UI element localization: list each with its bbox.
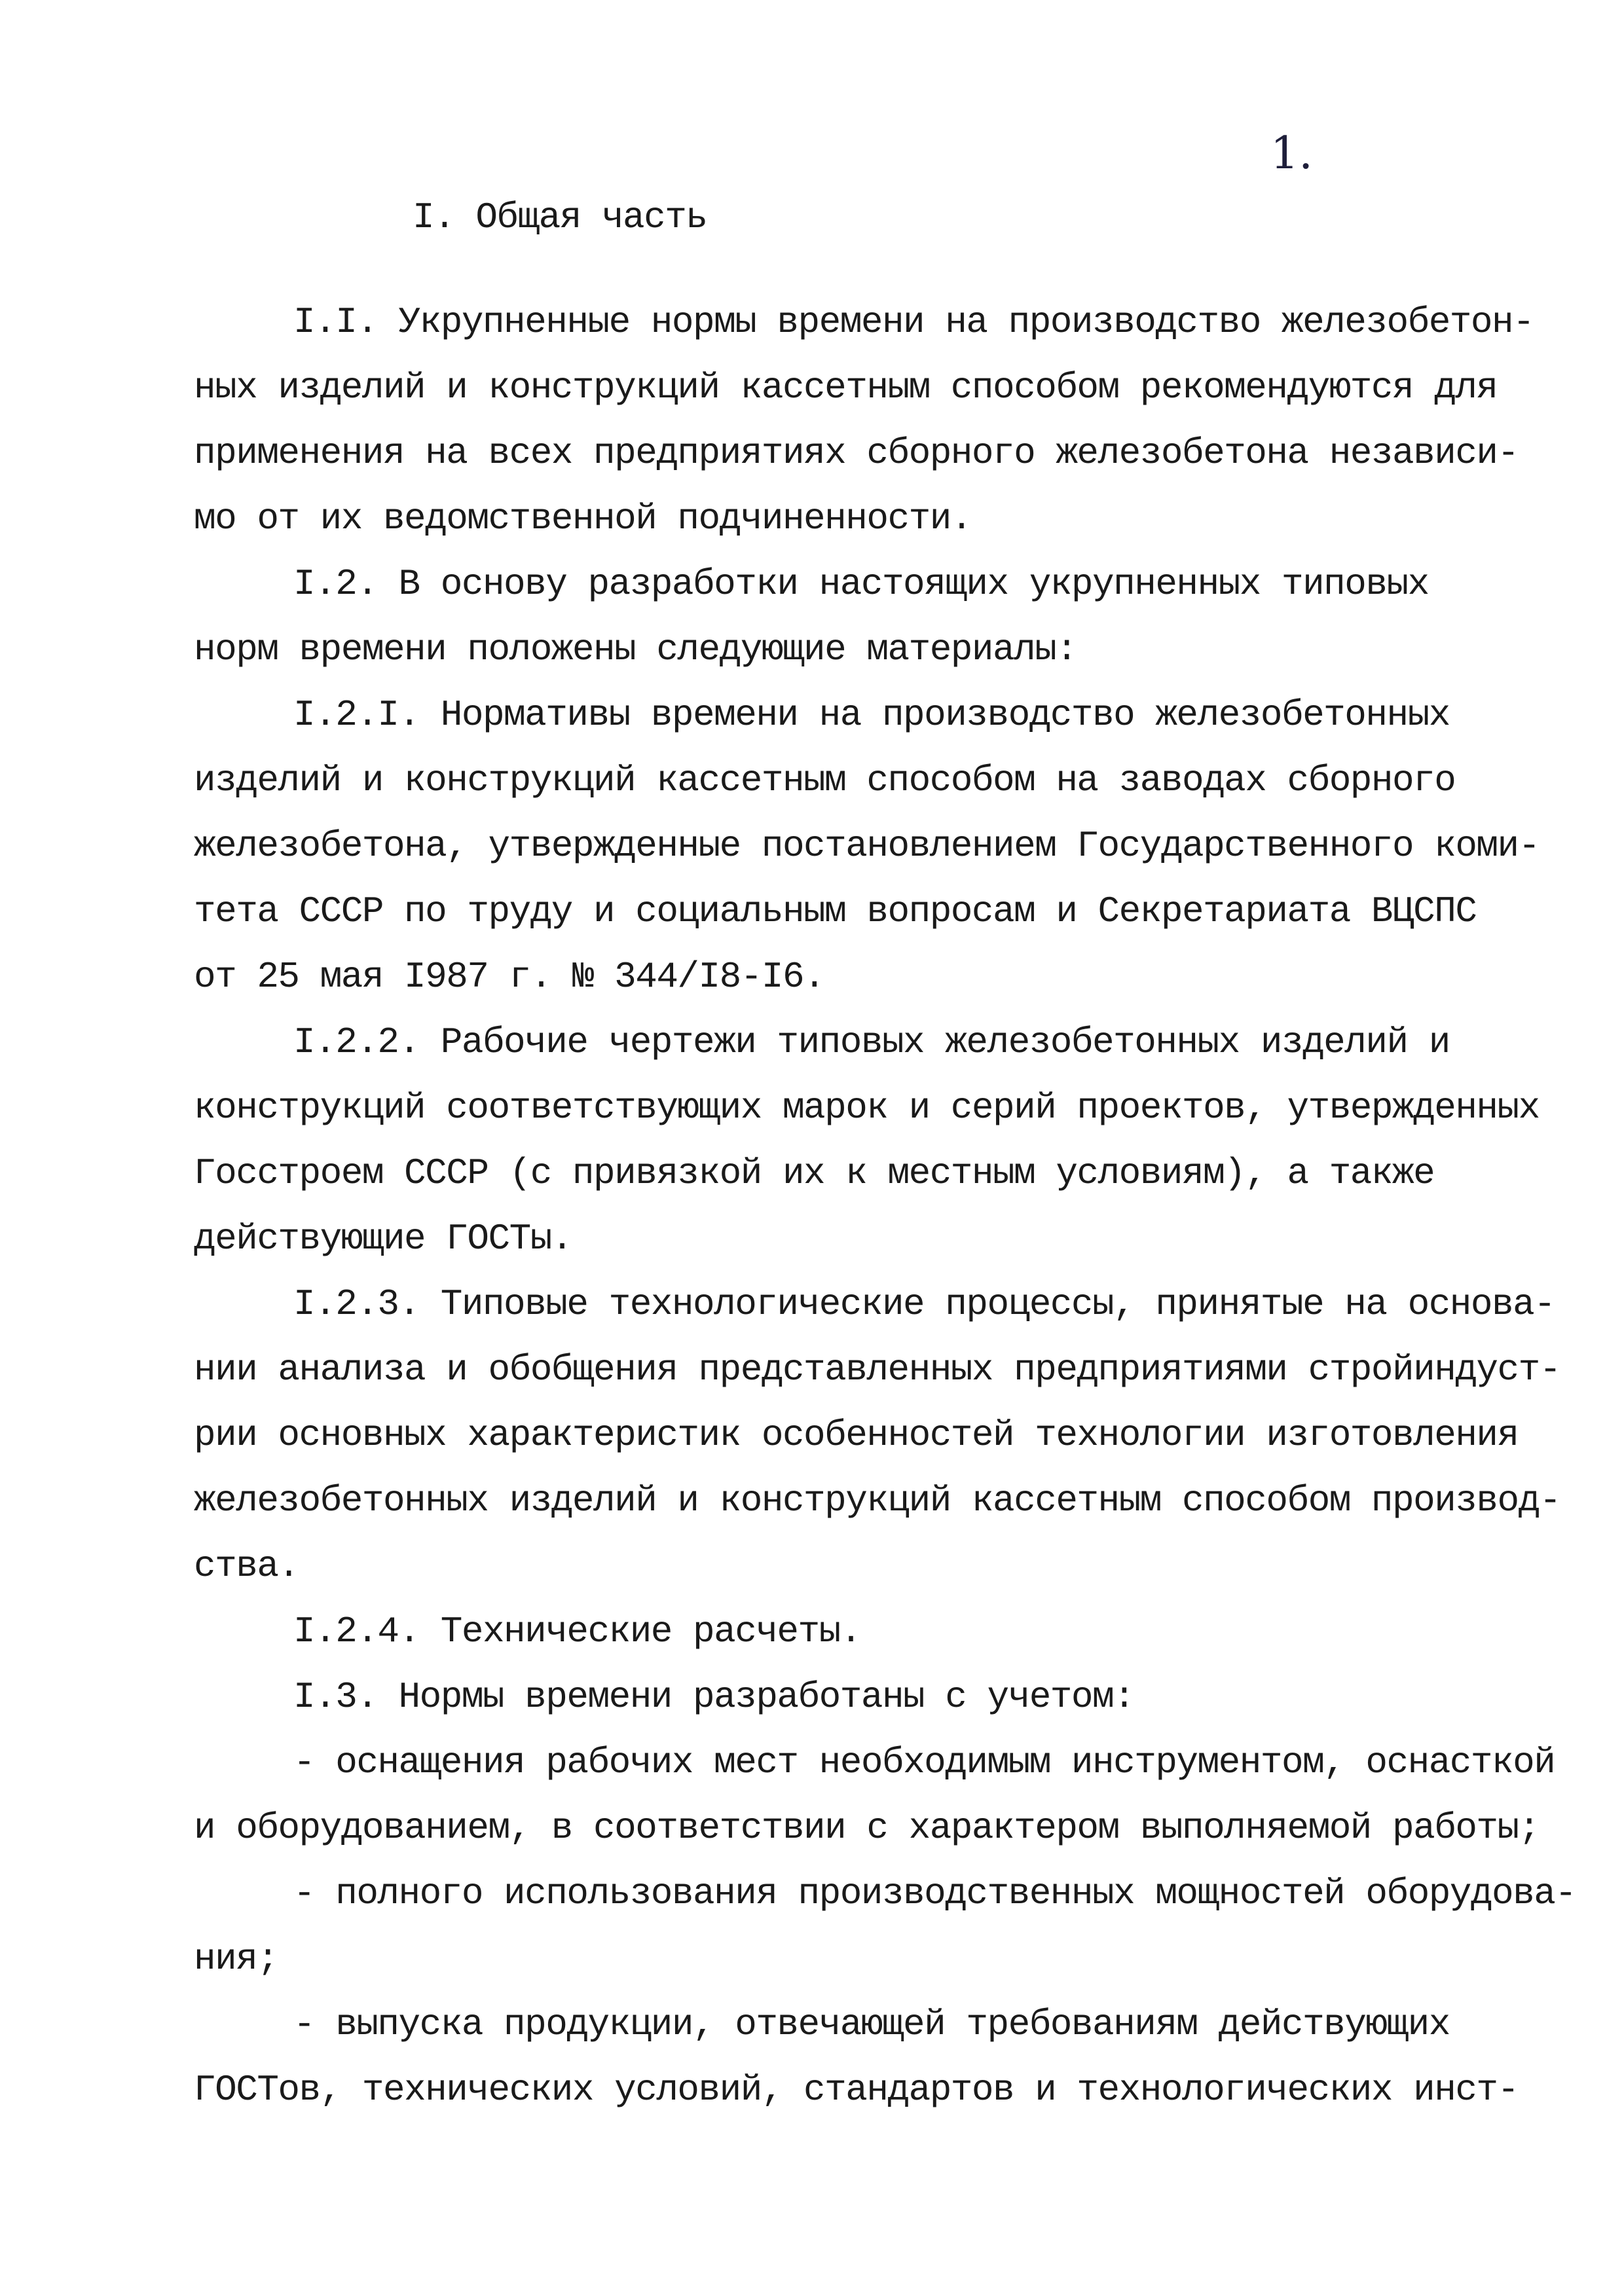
page-number: 1. — [1270, 128, 1313, 179]
text-line: рии основных характеристик особенностей технологии изготовления — [194, 1414, 1519, 1456]
text-line: - выпуска продукции, отвечающей требованиям действующих — [293, 2003, 1450, 2045]
text-line: I.3. Нормы времени разработаны с учетом: — [293, 1676, 1135, 1718]
text-line: конструкций соответствующих марок и серий проектов, утвержденных — [194, 1087, 1540, 1129]
section-heading: I. Общая часть — [413, 196, 707, 238]
text-line: применения на всех предприятиях сборного железобетона независи- — [194, 432, 1519, 474]
text-line: нии анализа и обобщения представленных предприятиями стройиндуст- — [194, 1349, 1560, 1391]
text-line: I.2.I. Нормативы времени на производство железобетонных — [293, 694, 1450, 736]
text-line: I.2.2. Рабочие чертежи типовых железобетонных изделий и — [293, 1021, 1450, 1063]
text-line: ГОСТов, технических условий, стандартов и технологических инст- — [194, 2069, 1519, 2111]
text-line: от 25 мая I987 г. № 344/I8-I6. — [194, 956, 825, 998]
text-line: I.2.3. Типовые технологические процессы, принятые на основа- — [293, 1283, 1555, 1325]
text-line: I.2.4. Технические расчеты. — [293, 1611, 861, 1652]
text-line: и оборудованием, в соответствии с характером выполняемой работы; — [194, 1807, 1540, 1849]
text-line: I.I. Укрупненные нормы времени на производство железобетон- — [293, 301, 1534, 343]
text-line: Госстроем СССР (с привязкой их к местным условиям), а также — [194, 1152, 1435, 1194]
text-line: железобетонных изделий и конструкций кассетным способом производ- — [194, 1480, 1560, 1522]
text-line: тета СССР по труду и социальным вопросам и Секретариата ВЦСПС — [194, 890, 1477, 932]
text-line: I.2. В основу разработки настоящих укрупненных типовых — [293, 563, 1429, 605]
text-line: норм времени положены следующие материалы: — [194, 629, 1077, 670]
text-line: действующие ГОСТы. — [194, 1218, 572, 1260]
text-line: железобетона, утвержденные постановлением Государственного коми- — [194, 825, 1540, 867]
text-line: мо от их ведомственной подчиненности. — [194, 498, 972, 539]
text-line: изделий и конструкций кассетным способом на заводах сборного — [194, 759, 1456, 801]
text-line: ства. — [194, 1545, 299, 1587]
text-line: ния; — [194, 1938, 278, 1980]
text-line: - полного использования производственных мощностей оборудова- — [293, 1872, 1576, 1914]
text-line: ных изделий и конструкций кассетным способом рекомендуются для — [194, 367, 1498, 409]
text-line: - оснащения рабочих мест необходимым инструментом, оснасткой — [293, 1741, 1555, 1783]
